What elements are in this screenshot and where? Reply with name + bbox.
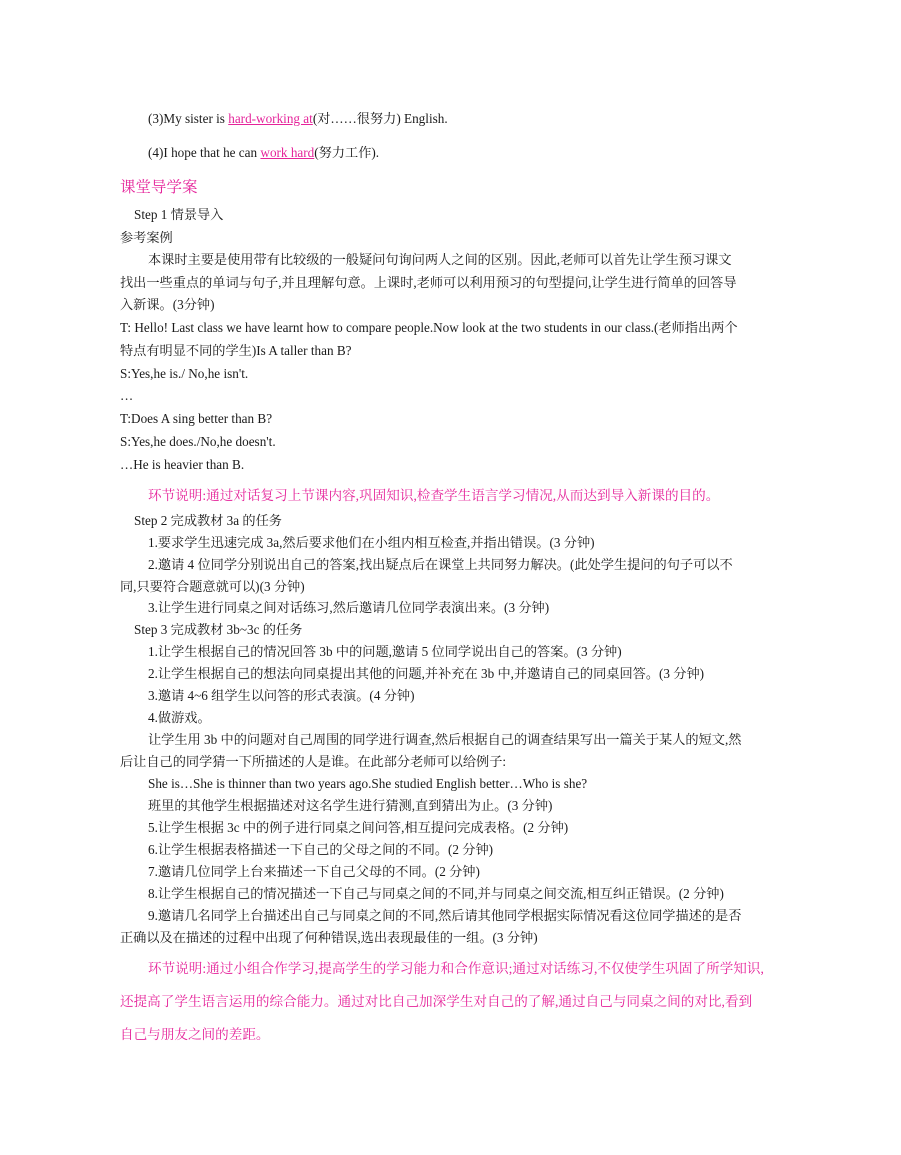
intro-line: 入新课。(3分钟) [120,297,215,312]
step2-item: 3.让学生进行同桌之间对话练习,然后邀请几位同学表演出来。(3 分钟) [148,600,550,615]
fill-3-suffix: (对……很努力) English. [312,111,448,126]
fill-4-answer: work hard [260,145,315,160]
step3-item: 6.让学生根据表格描述一下自己的父母之间的不同。(2 分钟) [148,842,494,857]
step2-item: 同,只要符合题意就可以)(3 分钟) [120,579,305,594]
step3-item: 9.邀请几名同学上台描述出自己与同桌之间的不同,然后请其他同学根据实际情况看这位同学描述的是否 [148,908,742,923]
step3-item: 2.让学生根据自己的想法向同桌提出其他的问题,并补充在 3b 中,并邀请自己的同桌回答。(3 分钟) [148,666,705,681]
step3-item: 7.邀请几位同学上台来描述一下自己父母的不同。(2 分钟) [148,864,480,879]
dialogue-line: … [120,388,134,403]
step3-item: 让学生用 3b 中的问题对自己周围的同学进行调查,然后根据自己的调查结果写出一篇关于某人的短文,然 [148,732,742,747]
stage-note-2-line: 还提高了学生语言运用的综合能力。通过对比自己加深学生对自己的了解,通过自己与同桌之间的对比,看到 [120,994,753,1009]
dialogue-line: S:Yes,he is./ No,he isn't. [120,366,249,381]
dialogue-line: 特点有明显不同的学生)Is A taller than B? [120,343,352,358]
fill-3-prefix: (3)My sister is [148,111,229,126]
fill-sentence-4 [148,144,379,162]
dialogue-line: T: Hello! Last class we have learnt how to compare people.Now look at the two students in our class.(老师指出两个 [120,320,738,335]
step2-item: 2.邀请 4 位同学分别说出自己的答案,找出疑点后在课堂上共同努力解决。(此处学生提问的句子可以不 [148,557,733,572]
step3-item: 1.让学生根据自己的情况回答 3b 中的问题,邀请 5 位同学说出自己的答案。(3 分钟) [148,644,622,659]
step3-item: 正确以及在描述的过程中出现了何种错误,选出表现最佳的一组。(3 分钟) [120,930,538,945]
fill-3-answer: hard-working at [228,111,313,126]
step3-item: 班里的其他学生根据描述对这名学生进行猜测,直到猜出为止。(3 分钟) [148,798,553,813]
dialogue-line: T:Does A sing better than B? [120,411,273,426]
stage-note-2-line: 环节说明:通过小组合作学习,提高学生的学习能力和合作意识;通过对话练习,不仅使学生巩固了所学知识, [148,961,764,976]
section-title: 课堂导学案 [120,179,198,196]
step3-item: 8.让学生根据自己的情况描述一下自己与同桌之间的不同,并与同桌之间交流,相互纠正错误。(2 分钟) [148,886,724,901]
dialogue-line: S:Yes,he does./No,he doesn't. [120,434,276,449]
fill-4-suffix: (努力工作). [314,145,380,160]
step3-item: 4.做游戏。 [148,710,211,725]
step2-item: 1.要求学生迅速完成 3a,然后要求他们在小组内相互检查,并指出错误。(3 分钟) [148,535,595,550]
reference-case-label: 参考案例 [120,230,173,245]
stage-note-1: 环节说明:通过对话复习上节课内容,巩固知识,检查学生语言学习情况,从而达到导入新课的目的。 [148,488,720,503]
fill-sentence-3 [148,110,448,128]
step3-item: 5.让学生根据 3c 中的例子进行同桌之间问答,相互提问完成表格。(2 分钟) [148,820,569,835]
intro-line: 本课时主要是使用带有比较级的一般疑问句询问两人之间的区别。因此,老师可以首先让学生预习课文 [148,252,732,267]
step3-heading: Step 3 完成教材 3b~3c 的任务 [134,622,303,637]
step2-heading: Step 2 完成教材 3a 的任务 [134,513,282,528]
dialogue-line: …He is heavier than B. [120,457,245,472]
step1-heading: Step 1 情景导入 [134,207,224,222]
step3-item: 后让自己的同学猜一下所描述的人是谁。在此部分老师可以给例子: [120,754,507,769]
fill-4-prefix: (4)I hope that he can [148,145,261,160]
step3-item: 3.邀请 4~6 组学生以问答的形式表演。(4 分钟) [148,688,415,703]
stage-note-2-line: 自己与朋友之间的差距。 [120,1027,270,1042]
step3-item: She is…She is thinner than two years ago.She studied English better…Who is she? [148,776,588,791]
intro-line: 找出一些重点的单词与句子,并且理解句意。上课时,老师可以利用预习的句型提问,让学生进行简单的回答导 [120,275,737,290]
